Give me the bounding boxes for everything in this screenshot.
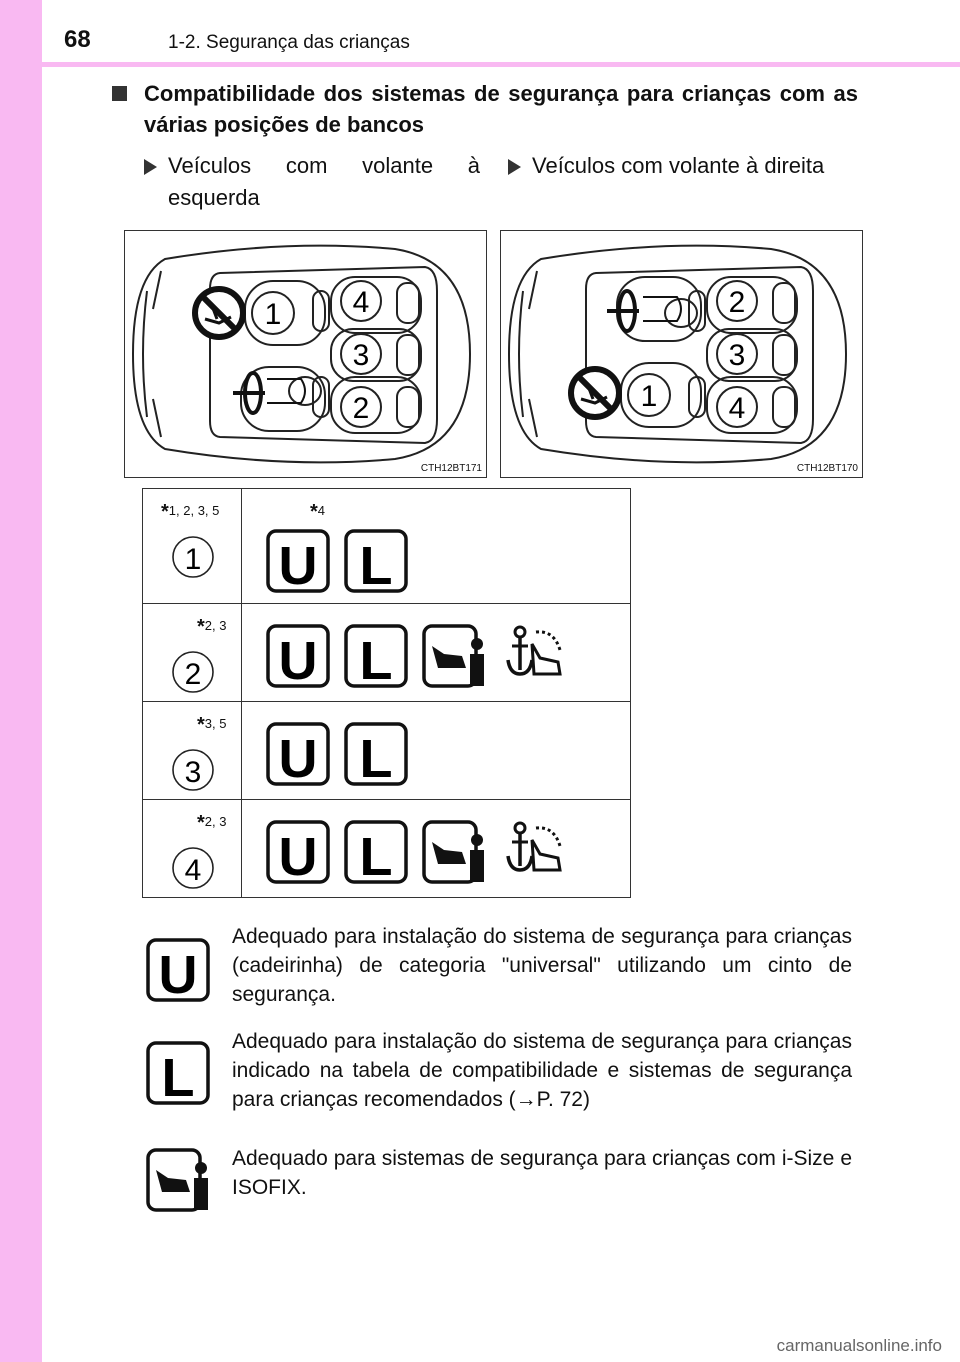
seat-number-circle [171, 535, 215, 579]
legend-universal [146, 922, 856, 1018]
seat-number-circle [171, 748, 215, 792]
table-row [143, 604, 631, 702]
no-child-seat-icon [195, 289, 243, 337]
square-bullet-icon [112, 86, 127, 101]
seat-number: 1 [264, 298, 282, 331]
watermark: carmanualsonline.info [776, 1336, 942, 1355]
footnote: *2, 3 [197, 812, 227, 834]
universal-u-icon [266, 624, 330, 688]
no-child-seat-icon [571, 369, 619, 417]
svg-text:L: L [359, 536, 393, 593]
universal-u-icon [266, 529, 330, 593]
svg-text:L: L [359, 827, 393, 884]
seat-cell [143, 800, 242, 898]
seat-number: 3 [728, 339, 746, 372]
compat-cell [242, 800, 631, 898]
legend-text: Adequado para instalação do sistema de segurança para crianças indicado na tabela de compatibilidade e sistemas de segurança para crianças recomendados (→P. 72) [232, 1030, 852, 1111]
svg-text:L: L [359, 729, 393, 786]
subhead-right-drive: Veículos com volante à direita [508, 150, 868, 182]
footnote: *3, 5 [197, 714, 227, 736]
car-seat-diagram-right [501, 231, 862, 477]
footnote: *2, 3 [197, 616, 227, 638]
universal-u-icon [266, 820, 330, 884]
page-number: 68 [64, 26, 91, 53]
diagram-left-drive [124, 230, 487, 478]
section-title: 1-2. Segurança das crianças [168, 32, 410, 53]
car-seat-diagram-left [125, 231, 486, 477]
steering-wheel-icon [233, 373, 305, 413]
isofix-anchor-icon [502, 624, 566, 688]
seat-cell [143, 604, 242, 702]
section-heading: Compatibilidade dos sistemas de segurança para crianças com as várias posições de bancos [112, 78, 858, 140]
seat-number: 3 [352, 339, 370, 372]
svg-text:4: 4 [184, 854, 202, 887]
svg-text:2: 2 [184, 658, 202, 691]
compat-cell [242, 489, 631, 604]
seat-number: 1 [640, 380, 658, 413]
svg-text:U: U [278, 631, 318, 688]
svg-text:U: U [158, 945, 198, 1002]
triangle-bullet-icon [508, 159, 521, 175]
table-row [143, 800, 631, 898]
semi-universal-l-icon [344, 820, 408, 884]
compat-cell [242, 702, 631, 800]
isofix-anchor-icon [502, 820, 566, 884]
universal-u-icon [266, 722, 330, 786]
footnote: *4 [310, 501, 326, 523]
seat-number-circle [171, 650, 215, 694]
semi-universal-l-icon [344, 624, 408, 688]
figure-code: CTH12BT170 [796, 463, 858, 474]
seat-cell [143, 702, 242, 800]
legend-semi-universal [146, 1027, 856, 1123]
i-size-icon [422, 820, 488, 884]
page-side-tab [0, 0, 42, 1362]
semi-universal-l-icon [146, 1041, 210, 1105]
i-size-icon [146, 1148, 212, 1212]
compatibility-table [142, 488, 631, 898]
i-size-icon [422, 624, 488, 688]
table-row [143, 702, 631, 800]
seat-number: 2 [352, 392, 370, 425]
header-rule [42, 62, 960, 67]
svg-text:3: 3 [184, 756, 202, 789]
semi-universal-l-icon [344, 529, 408, 593]
seat-number: 2 [728, 286, 746, 319]
seat-number: 4 [352, 286, 370, 319]
svg-text:U: U [278, 729, 318, 786]
semi-universal-l-icon [344, 722, 408, 786]
svg-text:L: L [359, 631, 393, 688]
svg-text:U: U [278, 536, 318, 593]
universal-u-icon [146, 938, 210, 1002]
legend-text: Adequado para instalação do sistema de segurança para crianças (cadeirinha) de categoria "universal" utilizando um cinto de segurança. [232, 925, 852, 1006]
diagram-right-drive [500, 230, 863, 478]
seat-number-circle [171, 846, 215, 890]
legend-i-size [146, 1144, 856, 1216]
legend-text: Adequado para sistemas de segurança para crianças com i-Size e ISOFIX. [232, 1147, 852, 1199]
svg-text:1: 1 [184, 543, 202, 576]
compat-cell [242, 604, 631, 702]
table-row [143, 489, 631, 604]
seat-number: 4 [728, 392, 746, 425]
triangle-bullet-icon [144, 159, 157, 175]
seat-cell [143, 489, 242, 604]
subhead-left-drive: Veículos com volante à esquerda [144, 150, 480, 214]
svg-text:U: U [278, 827, 318, 884]
footnote: *1, 2, 3, 5 [161, 501, 220, 523]
svg-text:L: L [161, 1048, 195, 1105]
figure-code: CTH12BT171 [420, 463, 482, 474]
